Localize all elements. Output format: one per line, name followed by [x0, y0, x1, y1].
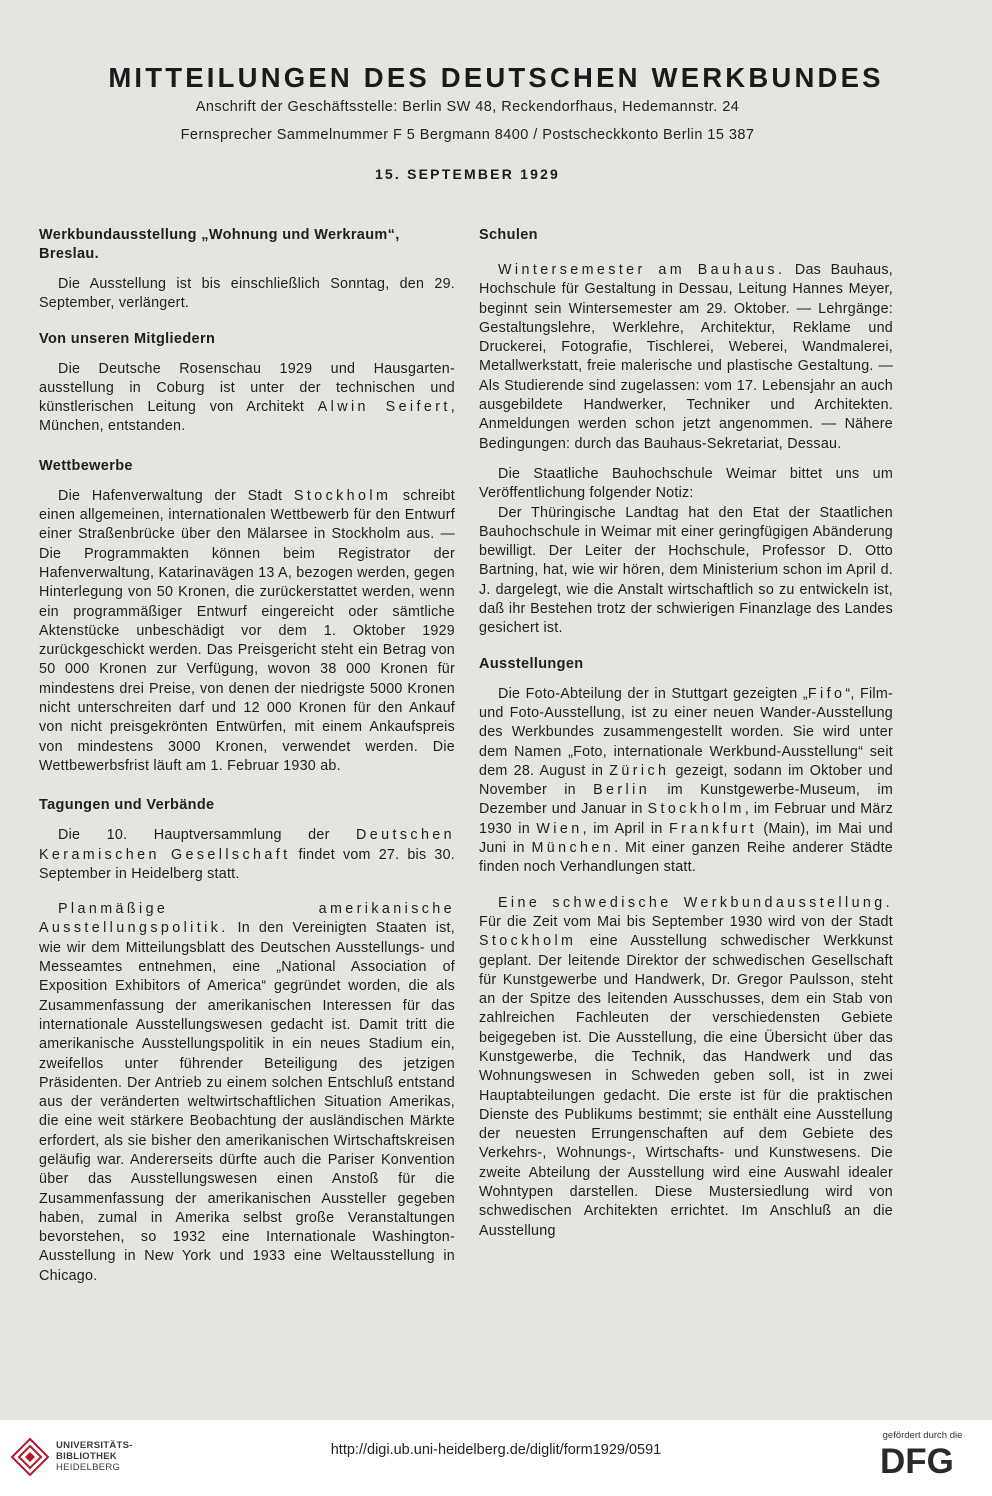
- person-name: Alwin Seifert: [317, 399, 451, 416]
- text: im Kunstgewerbe-Museum, im Dezember und Januar in: [479, 782, 893, 818]
- text: (Main), im Mai und Juni in: [479, 820, 893, 857]
- section-heading-schulen: Schulen: [479, 227, 538, 243]
- text: , im April in: [582, 820, 670, 837]
- city-name: Stockholm: [479, 933, 577, 950]
- funder-caption: gefördert durch die: [882, 1430, 963, 1441]
- phone-line: Fernsprecher Sammelnummer F 5 Bergmann 8400 / Postscheckkonto Berlin 15 387: [180, 127, 755, 143]
- address-line: Anschrift der Geschäftsstelle: Berlin SW 48, Reckendorfhaus, Hedemannstr. 24: [195, 99, 740, 115]
- left-column: [39, 226, 455, 1286]
- paragraph: [479, 685, 893, 878]
- paragraph: [39, 487, 455, 776]
- text: Das Bauhaus, Hochschule für Gestaltung in Dessau, Leitung Hannes Meyer, beginnt sein Wintersemester am 29. Oktober. — Lehrgänge: Gestaltungslehre, Werklehre, Architektur, Reklame und Druckerei, Fotografie, Tischlerei, Weberei, Wandmalerei, Metallwerkstatt, freie malerische und plastische Gestaltung. — Als Studierende sind zugelassen: vom 17. Lebensjahr an auch ausgebildete Handwerker, Techniker und Architekten. Anmeldungen werden schon jetzt angenommen. — Nähere Bedingungen: durch das Bauhaus-Sekretariat, Dessau.: [479, 262, 893, 452]
- library-name-line: HEIDELBERG: [56, 1462, 121, 1473]
- text: “, Film- und Foto-Ausstellung, ist zu einer neuen Wander-Ausstellung des Werkbundes zusammengestellt worden. Sie wird unter dem Namen „Foto, internationale Werkbund-Ausstellung“ seit dem 28. August in: [479, 685, 893, 779]
- paragraph: [479, 465, 893, 504]
- paragraph: [39, 900, 455, 1286]
- lead-in: Wintersemester am Bauhaus.: [498, 262, 786, 278]
- section-heading-mitglieder: Von unseren Mitgliedern: [39, 330, 216, 347]
- organisation-name: Deutschen Keramischen Gesellschaft: [39, 827, 455, 863]
- section-heading-werkbundausstellung: Werkbundausstellung „Wohnung und Werkraum“, Breslau.: [39, 227, 400, 262]
- library-name-line: BIBLIOTHEK: [56, 1451, 118, 1462]
- paragraph: [39, 275, 455, 314]
- city-name: Berlin: [593, 782, 651, 799]
- section-heading-wettbewerbe: Wettbewerbe: [39, 457, 133, 474]
- city-name: Wien: [536, 820, 583, 837]
- text: , im Februar und März 1930 in: [479, 801, 893, 837]
- text: . Mit einer ganzen Reihe anderer Städte finden noch Verhandlungen statt.: [479, 840, 893, 876]
- paragraph: [479, 504, 893, 639]
- lead-in: Eine schwedische Werkbundausstellung.: [498, 894, 893, 911]
- dfg-logo[interactable]: DFG: [880, 1442, 954, 1481]
- city-name: Stockholm: [647, 801, 745, 818]
- text: , München, entstanden.: [39, 399, 455, 435]
- viewer-footer: [0, 1420, 992, 1496]
- text: In den Vereinigten Staaten ist, wie wir dem Mitteilungsblatt des Deutschen Ausstellungs- und Messeamtes entnehmen, eine „National Association of Exposition Exhibitors of America“ gegründet worden, die als Zusammenfassung der amerikanischen Interessen für das internationale Ausstellungswesen gedacht ist. Damit tritt die amerikanische Ausstellungspolitik in ein neues Stadium ein, zweifellos unter führender Beteiligung des jetzigen Präsidenten. Der Antrieb zu einem solchen Entschluß entstand aus der veränderten weltwirtschaftlichen Situation Amerikas, die eine weit stärkere Beobachtung der ausländischen Märkte erfordert, als sie bisher den amerikanischen Wirtschaftskreisen geläufig war. Andererseits dürfte auch die Pariser Konvention über das Ausstellungswesen einen Anstoß für die Zusammenfassung der amerikanischen Aussteller gegeben haben, zumal in Amerika selbst große Veranstaltungen bevorstehen, so 1932 eine Internationale Washington-Ausstellung in New York und 1933 eine Weltausstellung in Chicago.: [39, 920, 455, 1284]
- section-heading-ausstellungen: Ausstellungen: [479, 655, 584, 672]
- lead-in: Planmäßige amerikanische Ausstellungspolitik.: [39, 901, 455, 937]
- paragraph: [39, 826, 455, 884]
- paragraph: [39, 360, 455, 437]
- issue-date: 15. SEPTEMBER 1929: [374, 166, 561, 182]
- exhibition-name: Fifo: [807, 685, 846, 702]
- paragraph: [479, 261, 893, 454]
- permalink-url[interactable]: http://digi.ub.uni-heidelberg.de/diglit/form1929/0591: [330, 1442, 662, 1458]
- text: Für die Zeit vom Mai bis September 1930 wird von der Stadt: [479, 913, 893, 930]
- text: Die 10. Hauptversammlung der: [58, 827, 357, 844]
- city-name: Zürich: [609, 762, 670, 779]
- text: findet vom 27. bis 30. September in Heidelberg statt.: [39, 846, 455, 882]
- right-column: [479, 226, 893, 1241]
- text: eine Ausstellung schwedischer Werkkunst geplant. Der leitende Direktor der schwedischen Gesellschaft für Kunstgewerbe und Handwerk, Dr. Gregor Paulsson, steht an der Spitze des leitenden Ausschusses, dem ein Stab von zahlreichen Fachleuten der verschiedensten Gebiete beigegeben ist. Die Ausstellung, die eine Übersicht über das Kunstgewerbe, die Technik, das Handwerk und das Wohnungswesen in Schweden geben soll, ist in zwei Hauptabteilungen gedacht. Die erste ist für die praktischen Dienste des Publikums bestimmt; sie enthält eine Ausstellung der neuesten Errungenschaften auf dem Gebiete des Verkehrs-, Wohnungs-, Wirtschafts- und Kunstwesens. Die zweite Abteilung der Ausstellung wird eine Auswahl idealer Wohntypen darstellen. Diese Mustersiedlung wird von schwedischen Architekten errichtet. Im Anschluß an die Ausstellung: [479, 933, 893, 1239]
- city-name: Frankfurt: [669, 820, 757, 837]
- text: Die Deutsche Rosenschau 1929 und Hausgarten-ausstellung in Coburg ist unter der technischen und künstlerischen Leitung von Architekt: [39, 360, 455, 416]
- library-name-line: UNIVERSITÄTS-: [56, 1440, 133, 1451]
- text: gezeigt, sodann im Oktober und November in: [479, 762, 893, 799]
- page-title: MITTEILUNGEN DES DEUTSCHEN WERKBUNDES: [108, 62, 884, 93]
- city-name: Stockholm: [293, 487, 392, 504]
- text: schreibt einen allgemeinen, internationalen Wettbewerb für den Entwurf einer Straßenbrücke über den Mälarsee in Stockholm aus. — Die Programmakten können beim Registrator der Hafenverwaltung, Katarinavägen 13 A, bezogen werden, gegen Hinterlegung von 50 Kronen, die zurückerstattet werden, wenn ein programmäßiger Entwurf eingereicht oder sämtliche Aktenstücke unbeschädigt vor dem 1. Oktober 1929 zurückgeschickt werden. Das Preisgericht steht ein Betrag von 50 000 Kronen zur Verfügung, wovon 38 000 Kronen für mindestens drei Preise, von denen der niedrigste 5000 Kronen nicht unterschreiten darf und 12 000 Kronen für den Ankauf von nicht preisgekrönten Entwürfen, mit einem Ankaufspreis von mindestens 3000 Kronen, verwendet werden. Die Wettbewerbsfrist läuft am 1. Februar 1930 ab.: [39, 487, 455, 774]
- text: Der Thüringische Landtag hat den Etat der Staatlichen Bauhochschule in Weimar mit einer geringfügigen Abänderung bewilligt. Der Leiter der Hochschule, Professor D. Otto Bartning, hat, wie wir hören, dem Ministerium schon im April d. J. dargelegt, wie die Anstalt wirtschaftlich so zu entwickeln ist, daß ihr Bestehen trotz der schwierigen Finanzlage des Landes gesichert ist.: [479, 504, 893, 637]
- section-heading-tagungen: Tagungen und Verbände: [39, 797, 215, 814]
- city-name: München: [531, 840, 615, 857]
- text: Die Hafenverwaltung der Stadt: [58, 487, 294, 504]
- paragraph: [479, 894, 893, 1241]
- text: Die Foto-Abteilung der in Stuttgart gezeigten „: [498, 685, 808, 702]
- text: Die Staatliche Bauhochschule Weimar bittet uns um Veröffentlichung folgender Notiz:: [479, 465, 893, 502]
- text: Die Ausstellung ist bis einschließlich Sonntag, den 29. September, verlängert.: [39, 276, 455, 312]
